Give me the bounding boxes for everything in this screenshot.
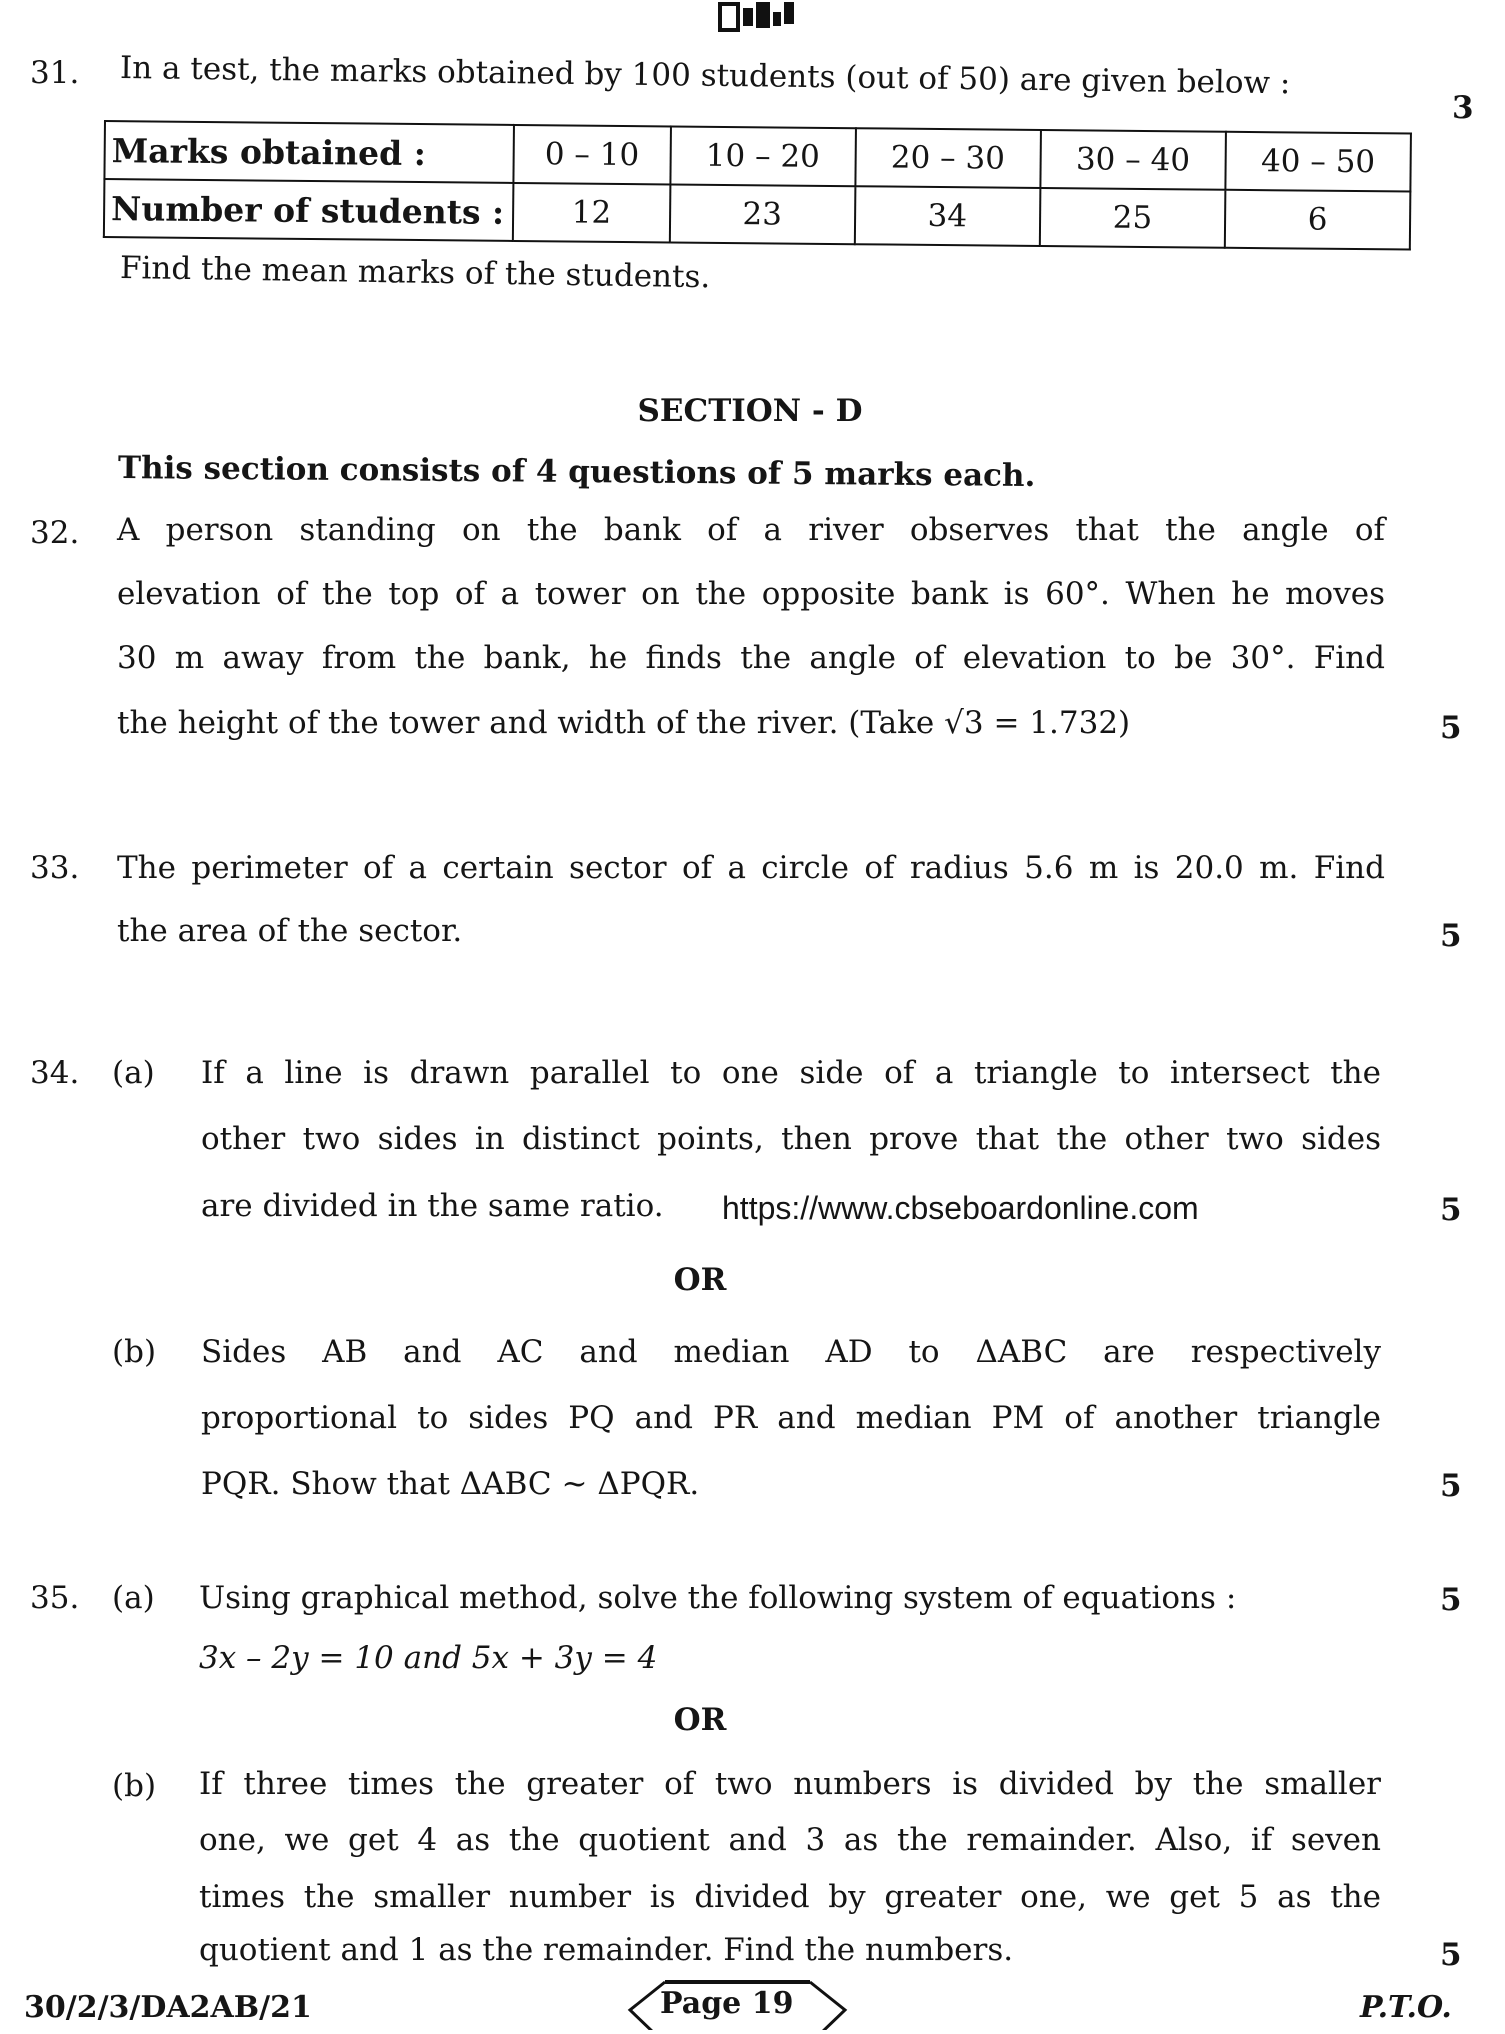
or-divider: OR [673,1702,727,1738]
question-line: Sides AB and AC and median AD to ΔABC are respectively [201,1334,1381,1370]
question-line: times the smaller number is divided by greater one, we get 5 as the [199,1879,1381,1915]
question-line: one, we get 4 as the quotient and 3 as the remainder. Also, if seven [199,1822,1381,1858]
paper-code: 30/2/3/DA2AB/21 [24,1990,312,2025]
question-line: A person standing on the bank of a river observes that the angle of [117,512,1385,548]
marks: 5 [1440,918,1462,954]
section-title [100,393,1400,429]
row-header: Number of students : [104,179,514,241]
question-text: Find the mean marks of the students. [119,250,711,296]
row-header: Marks obtained : [104,121,514,183]
marks: 5 [1440,710,1462,746]
section-title-text: SECTION - D [637,393,863,429]
table-cell: 12 [513,183,670,243]
table-cell: 10 – 20 [670,126,856,186]
table-cell: 40 – 50 [1225,132,1411,192]
question-line: are divided in the same ratio. [201,1188,664,1224]
question-number: 34. [30,1055,80,1091]
qr-code-icon [718,2,796,32]
marks: 5 [1440,1192,1462,1228]
table-cell: 0 – 10 [513,125,670,185]
question-number: 33. [30,850,80,886]
option-label: (a) [112,1580,155,1616]
table-cell: 20 – 30 [855,128,1041,188]
question-line: quotient and 1 as the remainder. Find the numbers. [199,1932,1014,1968]
section-subtitle: This section consists of 4 questions of 5 marks each. [117,450,1036,495]
marks: 5 [1440,1468,1462,1504]
or-divider: OR [673,1262,727,1298]
pto-label: P.T.O. [1360,1990,1452,2025]
question-line: the height of the tower and width of the river. (Take √3 = 1.732) [117,705,1131,741]
table-cell: 6 [1225,190,1411,250]
question-line: If three times the greater of two numbers is divided by the smaller [199,1766,1381,1802]
question-number: 32. [30,515,80,551]
question-line: the area of the sector. [117,913,463,949]
table-cell: 30 – 40 [1040,130,1226,190]
question-line: elevation of the top of a tower on the opposite bank is 60°. When he moves [117,576,1385,612]
table-cell: 23 [669,184,855,244]
option-label: (a) [112,1055,155,1091]
marks: 5 [1440,1582,1462,1618]
question-text: In a test, the marks obtained by 100 students (out of 50) are given below : [119,50,1291,102]
question-line: The perimeter of a certain sector of a circle of radius 5.6 m is 20.0 m. Find [117,850,1385,886]
question-line: If a line is drawn parallel to one side of a triangle to intersect the [201,1055,1381,1091]
option-label: (b) [112,1768,157,1804]
question-number: 35. [30,1580,80,1616]
question-number: 31. [30,55,80,91]
table-row [104,179,1410,250]
question-line: PQR. Show that ΔABC ~ ΔPQR. [201,1466,700,1502]
watermark-link[interactable]: https://www.cbseboardonline.com [722,1190,1199,1226]
option-label: (b) [112,1334,157,1370]
page-number: Page 19 [660,1986,794,2021]
equation-line: 3x – 2y = 10 and 5x + 3y = 4 [199,1640,658,1676]
table-cell: 25 [1040,188,1226,248]
question-line: Using graphical method, solve the following system of equations : [199,1580,1237,1616]
question-line: other two sides in distinct points, then prove that the other two sides [201,1121,1381,1157]
marks: 3 [1452,90,1474,126]
question-line: 30 m away from the bank, he finds the angle of elevation to be 30°. Find [117,640,1385,676]
table-cell: 34 [855,186,1041,246]
question-line: proportional to sides PQ and PR and median PM of another triangle [201,1400,1381,1436]
marks: 5 [1440,1937,1462,1973]
frequency-table [103,120,1412,251]
